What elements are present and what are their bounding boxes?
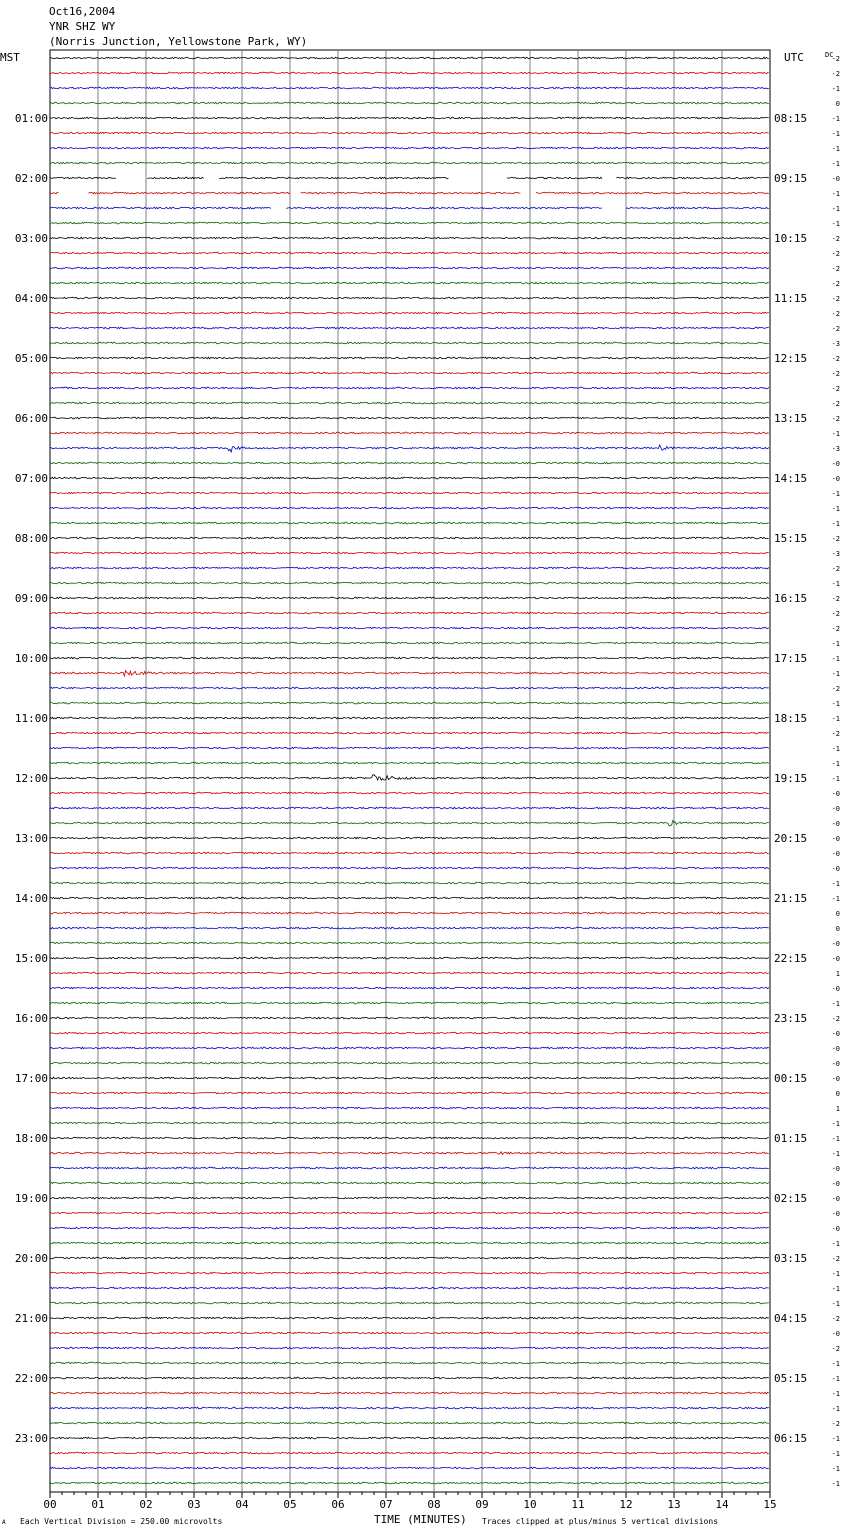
left-hour-label: 09:00: [14, 592, 48, 605]
dc-header-label: DC: [825, 51, 834, 59]
dc-offset-label: -1: [831, 1450, 840, 1458]
trace-line: [50, 222, 769, 224]
trace-line: [50, 102, 769, 104]
dc-offset-label: -1: [831, 1285, 840, 1293]
dc-offset-label: -2: [831, 1315, 840, 1323]
left-hour-label: 21:00: [14, 1312, 48, 1325]
dc-offset-label: -1: [831, 190, 840, 198]
trace-line: [50, 72, 769, 74]
dc-offset-label: -2: [831, 70, 840, 78]
right-hour-label: 00:15: [774, 1072, 808, 1085]
dc-offset-label: -2: [831, 280, 840, 288]
trace-line: [50, 1257, 769, 1259]
trace-line: [50, 927, 769, 929]
dc-offset-label: -3: [831, 550, 840, 558]
location-label: (Norris Junction, Yellowstone Park, WY): [49, 35, 308, 48]
trace-line: [50, 1302, 769, 1304]
right-hour-label: 01:15: [774, 1132, 808, 1145]
x-tick-label: 01: [91, 1498, 105, 1511]
dc-offset-label: -2: [831, 1420, 840, 1428]
dc-offset-label: -0: [831, 460, 840, 468]
dc-offset-label: -1: [831, 640, 840, 648]
x-tick-label: 14: [715, 1498, 729, 1511]
trace-line: [50, 1122, 769, 1124]
dc-offset-label: -0: [831, 1195, 840, 1203]
trace-line: [50, 567, 769, 569]
left-hour-label: 16:00: [14, 1012, 48, 1025]
dc-offset-label: -0: [831, 175, 840, 183]
trace-line: [50, 702, 769, 704]
left-hour-label: 19:00: [14, 1192, 48, 1205]
dc-offset-label: -1: [831, 1120, 840, 1128]
dc-offset-label: -2: [831, 610, 840, 618]
trace-line: [50, 1422, 769, 1424]
dc-offset-label: -1: [831, 205, 840, 213]
dc-offset-label: -2: [831, 1255, 840, 1263]
right-hour-label: 08:15: [774, 112, 808, 125]
trace-line: [50, 1032, 769, 1034]
trace-line: [50, 732, 769, 734]
dc-offset-label: 0: [835, 1090, 840, 1098]
dc-offset-label: 0: [835, 910, 840, 918]
trace-line: [50, 1377, 769, 1379]
right-hour-label: 09:15: [774, 172, 808, 185]
right-timezone-label: UTC: [784, 51, 804, 64]
dc-offset-label: -3: [831, 445, 840, 453]
trace-line: [50, 597, 769, 599]
right-hour-label: 22:15: [774, 952, 808, 965]
trace-line: [50, 312, 769, 314]
trace-line: [50, 1392, 769, 1394]
dc-offset-label: -2: [831, 730, 840, 738]
right-hour-label: 14:15: [774, 472, 808, 485]
right-hour-label: 11:15: [774, 292, 808, 305]
trace-line: [50, 1452, 769, 1454]
trace-line: [50, 1182, 769, 1184]
dc-offset-label: -0: [831, 1045, 840, 1053]
trace-line: [50, 687, 769, 689]
dc-offset-label: -1: [831, 655, 840, 663]
trace-line: [50, 1092, 769, 1094]
right-hour-label: 02:15: [774, 1192, 808, 1205]
dc-offset-label: 1: [835, 970, 840, 978]
dc-offset-label: -0: [831, 985, 840, 993]
x-tick-label: 04: [235, 1498, 249, 1511]
trace-line: [50, 972, 769, 974]
trace-line: [50, 807, 769, 809]
dc-offset-label: -0: [831, 1225, 840, 1233]
trace-line: [50, 717, 769, 719]
dc-offset-label: -1: [831, 1240, 840, 1248]
dc-offset-label: -1: [831, 715, 840, 723]
right-hour-label: 21:15: [774, 892, 808, 905]
trace-line: [50, 492, 769, 494]
dc-offset-label: 0: [835, 100, 840, 108]
trace-line: [50, 821, 769, 827]
dc-offset-label: -2: [831, 55, 840, 63]
dc-offset-label: -1: [831, 220, 840, 228]
dc-offset-label: -1: [831, 85, 840, 93]
dc-offset-label: -0: [831, 835, 840, 843]
trace-line: [50, 147, 769, 149]
dc-offset-label: -1: [831, 430, 840, 438]
dc-offset-label: -0: [831, 805, 840, 813]
trace-line: [50, 537, 769, 539]
left-hour-label: 15:00: [14, 952, 48, 965]
dc-offset-label: -2: [831, 535, 840, 543]
x-axis-title: TIME (MINUTES): [374, 1513, 467, 1526]
trace-line: [50, 912, 769, 914]
trace-line: [50, 132, 769, 134]
dc-offset-label: -1: [831, 760, 840, 768]
dc-offset-label: -1: [831, 1135, 840, 1143]
dc-offset-label: -1: [831, 1480, 840, 1488]
right-hour-label: 03:15: [774, 1252, 808, 1265]
dc-offset-label: -1: [831, 775, 840, 783]
trace-line: [50, 1437, 769, 1439]
trace-line: [50, 1467, 769, 1469]
left-hour-label: 22:00: [14, 1372, 48, 1385]
dc-offset-label: -2: [831, 370, 840, 378]
dc-offset-label: -1: [831, 145, 840, 153]
left-hour-label: 23:00: [14, 1432, 48, 1445]
left-hour-label: 03:00: [14, 232, 48, 245]
dc-offset-label: -0: [831, 865, 840, 873]
trace-line: [50, 252, 769, 254]
trace-line: [50, 177, 769, 179]
x-tick-label: 02: [139, 1498, 153, 1511]
dc-offset-label: -1: [831, 580, 840, 588]
left-hour-label: 05:00: [14, 352, 48, 365]
trace-line: [50, 1107, 769, 1109]
trace-line: [50, 57, 769, 59]
trace-line: [50, 837, 769, 839]
dc-offset-label: -2: [831, 385, 840, 393]
trace-line: [50, 942, 769, 944]
trace-line: [50, 1242, 769, 1244]
trace-line: [50, 267, 769, 269]
trace-line: [50, 117, 769, 119]
x-tick-label: 10: [523, 1498, 537, 1511]
trace-line: [50, 1272, 769, 1274]
date-label: Oct16,2004: [49, 5, 116, 18]
trace-line: [50, 1287, 769, 1289]
trace-line: [50, 957, 769, 959]
right-hour-label: 04:15: [774, 1312, 808, 1325]
station-label: YNR SHZ WY: [49, 20, 116, 33]
dc-offset-label: -0: [831, 1165, 840, 1173]
right-hour-label: 18:15: [774, 712, 808, 725]
left-hour-label: 01:00: [14, 112, 48, 125]
trace-line: [50, 1227, 769, 1229]
trace-line: [50, 657, 769, 659]
trace-line: [50, 762, 769, 764]
dc-offset-label: -1: [831, 115, 840, 123]
dc-offset-label: -1: [831, 1405, 840, 1413]
dc-offset-label: -1: [831, 1465, 840, 1473]
trace-line: [50, 462, 769, 464]
right-hour-label: 12:15: [774, 352, 808, 365]
trace-line: [50, 1152, 769, 1155]
trace-line: [50, 162, 769, 164]
dc-offset-label: -1: [831, 880, 840, 888]
trace-line: [50, 775, 769, 780]
trace-line: [50, 507, 769, 509]
x-tick-label: 11: [571, 1498, 585, 1511]
trace-line: [50, 1212, 769, 1214]
dc-offset-label: -2: [831, 1015, 840, 1023]
dc-offset-label: -1: [831, 670, 840, 678]
dc-offset-label: -0: [831, 1330, 840, 1338]
dc-offset-label: -2: [831, 625, 840, 633]
dc-offset-label: -1: [831, 895, 840, 903]
dc-offset-label: -0: [831, 1075, 840, 1083]
dc-offset-label: -2: [831, 265, 840, 273]
x-tick-label: 06: [331, 1498, 345, 1511]
dc-offset-label: -1: [831, 520, 840, 528]
trace-line: [50, 582, 769, 584]
dc-offset-label: -1: [831, 745, 840, 753]
dc-offset-label: -2: [831, 400, 840, 408]
trace-line: [50, 792, 769, 794]
x-tick-label: 05: [283, 1498, 297, 1511]
dc-offset-label: -3: [831, 340, 840, 348]
dc-offset-label: -2: [831, 1345, 840, 1353]
dc-offset-label: -1: [831, 1000, 840, 1008]
trace-line: [50, 387, 769, 389]
trace-line: [50, 417, 769, 419]
trace-line: [50, 1137, 769, 1139]
x-tick-label: 03: [187, 1498, 201, 1511]
dc-offset-label: -0: [831, 955, 840, 963]
trace-line: [50, 882, 769, 884]
x-tick-label: 12: [619, 1498, 633, 1511]
dc-offset-label: -2: [831, 295, 840, 303]
trace-line: [50, 402, 769, 404]
dc-offset-label: -1: [831, 130, 840, 138]
trace-line: [50, 1407, 769, 1409]
trace-line: [50, 327, 769, 329]
dc-offset-label: 1: [835, 1105, 840, 1113]
dc-offset-label: -0: [831, 1060, 840, 1068]
trace-line: [50, 987, 769, 989]
dc-offset-label: -1: [831, 1375, 840, 1383]
x-tick-label: 08: [427, 1498, 441, 1511]
trace-line: [50, 627, 769, 629]
clip-note: Traces clipped at plus/minus 5 vertical divisions: [482, 1517, 719, 1526]
right-hour-label: 17:15: [774, 652, 808, 665]
left-hour-label: 20:00: [14, 1252, 48, 1265]
dc-offset-label: -0: [831, 850, 840, 858]
trace-line: [50, 282, 769, 284]
dc-offset-label: -0: [831, 1180, 840, 1188]
dc-offset-label: 0: [835, 925, 840, 933]
trace-line: [50, 1347, 769, 1349]
right-hour-label: 05:15: [774, 1372, 808, 1385]
trace-line: [50, 1017, 769, 1019]
dc-offset-label: -0: [831, 1030, 840, 1038]
dc-offset-label: -2: [831, 595, 840, 603]
right-hour-label: 16:15: [774, 592, 808, 605]
trace-line: [50, 671, 769, 676]
x-tick-label: 07: [379, 1498, 393, 1511]
left-hour-label: 07:00: [14, 472, 48, 485]
dc-offset-label: -1: [831, 1435, 840, 1443]
dc-offset-label: -2: [831, 565, 840, 573]
left-hour-label: 08:00: [14, 532, 48, 545]
trace-line: [50, 237, 769, 239]
dc-offset-label: -2: [831, 235, 840, 243]
trace-line: [50, 192, 769, 194]
trace-line: [50, 357, 769, 359]
dc-offset-label: -2: [831, 310, 840, 318]
right-hour-label: 20:15: [774, 832, 808, 845]
dc-offset-label: -2: [831, 355, 840, 363]
trace-line: [50, 552, 769, 554]
trace-line: [50, 342, 769, 344]
dc-offset-label: -0: [831, 790, 840, 798]
trace-line: [50, 852, 769, 854]
x-tick-label: 15: [763, 1498, 777, 1511]
x-tick-label: 09: [475, 1498, 489, 1511]
right-hour-label: 23:15: [774, 1012, 808, 1025]
trace-line: [50, 747, 769, 749]
dc-offset-label: -2: [831, 325, 840, 333]
left-timezone-label: MST: [0, 51, 20, 64]
scale-note: Each Vertical Division = 250.00 microvolts: [20, 1517, 223, 1526]
trace-line: [50, 87, 769, 89]
left-hour-label: 02:00: [14, 172, 48, 185]
dc-offset-label: -1: [831, 1360, 840, 1368]
trace-line: [50, 1482, 769, 1484]
footer-mark: A: [2, 1519, 6, 1526]
dc-offset-label: -1: [831, 505, 840, 513]
trace-line: [50, 1197, 769, 1199]
trace-line: [50, 207, 769, 209]
dc-offset-label: -1: [831, 1270, 840, 1278]
dc-offset-label: -1: [831, 160, 840, 168]
left-hour-label: 13:00: [14, 832, 48, 845]
trace-line: [50, 1077, 769, 1079]
dc-offset-label: -1: [831, 1150, 840, 1158]
trace-line: [50, 642, 769, 644]
trace-line: [50, 1332, 769, 1334]
dc-offset-label: -0: [831, 1210, 840, 1218]
dc-offset-label: -1: [831, 1390, 840, 1398]
right-hour-label: 06:15: [774, 1432, 808, 1445]
right-hour-label: 15:15: [774, 532, 808, 545]
trace-line: [50, 1047, 769, 1049]
left-hour-label: 04:00: [14, 292, 48, 305]
left-hour-label: 14:00: [14, 892, 48, 905]
right-hour-label: 19:15: [774, 772, 808, 785]
trace-line: [50, 867, 769, 869]
dc-offset-label: -2: [831, 685, 840, 693]
x-tick-label: 00: [43, 1498, 57, 1511]
trace-line: [50, 897, 769, 899]
trace-line: [50, 445, 769, 452]
dc-offset-label: -1: [831, 1300, 840, 1308]
left-hour-label: 11:00: [14, 712, 48, 725]
trace-line: [50, 1062, 769, 1064]
trace-line: [50, 612, 769, 614]
dc-offset-label: -0: [831, 940, 840, 948]
trace-line: [50, 297, 769, 299]
trace-line: [50, 372, 769, 374]
dc-offset-label: -2: [831, 250, 840, 258]
trace-line: [50, 1002, 769, 1004]
right-hour-label: 13:15: [774, 412, 808, 425]
left-hour-label: 12:00: [14, 772, 48, 785]
plot-frame: [50, 50, 770, 1492]
left-hour-label: 17:00: [14, 1072, 48, 1085]
x-tick-label: 13: [667, 1498, 681, 1511]
left-hour-label: 18:00: [14, 1132, 48, 1145]
right-hour-label: 10:15: [774, 232, 808, 245]
dc-offset-label: -1: [831, 490, 840, 498]
dc-offset-label: -0: [831, 475, 840, 483]
left-hour-label: 06:00: [14, 412, 48, 425]
dc-offset-label: -1: [831, 700, 840, 708]
dc-offset-label: -0: [831, 820, 840, 828]
trace-line: [50, 432, 769, 434]
dc-offset-label: -2: [831, 415, 840, 423]
trace-line: [50, 1167, 769, 1169]
left-hour-label: 10:00: [14, 652, 48, 665]
trace-line: [50, 1362, 769, 1364]
trace-line: [50, 477, 769, 479]
trace-line: [50, 1317, 769, 1319]
trace-line: [50, 522, 769, 524]
